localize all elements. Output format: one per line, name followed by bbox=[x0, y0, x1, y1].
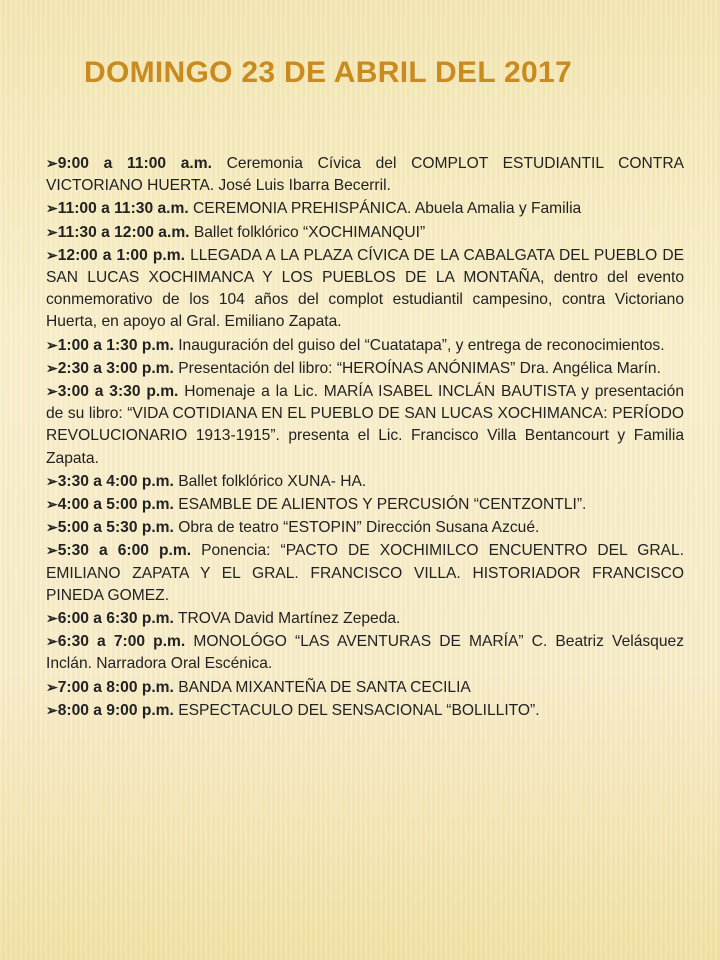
arrow-bullet-icon: ➢ bbox=[46, 519, 58, 536]
schedule-item bbox=[46, 221, 684, 244]
arrow-bullet-icon: ➢ bbox=[46, 542, 58, 559]
event-time: 6:30 a 7:00 p.m. bbox=[57, 633, 186, 651]
event-description: Ponencia: “PACTO DE XOCHIMILCO ENCUENTRO DEL GRAL. EMILIANO ZAPATA Y EL GRAL. FRANCISCO VILLA. HISTORIADOR FRANCISCO PINEDA GOMEZ. bbox=[46, 542, 684, 604]
event-description: ESAMBLE DE ALIENTOS Y PERCUSIÓN “CENTZONTLI”. bbox=[173, 496, 587, 514]
arrow-bullet-icon: ➢ bbox=[46, 701, 58, 718]
schedule-item bbox=[46, 152, 684, 197]
arrow-bullet-icon: ➢ bbox=[46, 246, 58, 263]
event-description: TROVA David Martínez Zepeda. bbox=[173, 610, 401, 628]
schedule-item bbox=[46, 197, 684, 220]
event-description: Ballet folklórico XUNA- HA. bbox=[173, 472, 367, 490]
arrow-bullet-icon: ➢ bbox=[46, 383, 58, 400]
event-time: 4:00 a 5:00 p.m. bbox=[57, 496, 174, 514]
event-time: 11:00 a 11:30 a.m. bbox=[57, 200, 189, 218]
event-description: BANDA MIXANTEÑA DE SANTA CECILIA bbox=[173, 678, 471, 696]
arrow-bullet-icon: ➢ bbox=[46, 336, 58, 353]
arrow-bullet-icon: ➢ bbox=[46, 472, 58, 489]
arrow-bullet-icon: ➢ bbox=[46, 610, 58, 627]
event-description: MONOLÓGO “LAS AVENTURAS DE MARÍA” C. Beatriz Velásquez Inclán. Narradora Oral Escénica. bbox=[46, 633, 684, 673]
schedule-item bbox=[46, 470, 684, 493]
arrow-bullet-icon: ➢ bbox=[46, 155, 58, 171]
arrow-bullet-icon: ➢ bbox=[46, 678, 58, 695]
schedule-item bbox=[46, 699, 684, 722]
event-time: 2:30 a 3:00 p.m. bbox=[57, 359, 174, 377]
schedule-item bbox=[46, 334, 684, 357]
schedule-item bbox=[46, 630, 684, 675]
arrow-bullet-icon: ➢ bbox=[46, 359, 58, 376]
schedule-item bbox=[46, 244, 684, 334]
schedule-item bbox=[46, 380, 684, 470]
event-time: 7:00 a 8:00 p.m. bbox=[57, 678, 174, 696]
event-time: 5:00 a 5:30 p.m. bbox=[57, 519, 174, 537]
arrow-bullet-icon: ➢ bbox=[46, 633, 58, 650]
page-title: DOMINGO 23 DE ABRIL DEL 2017 bbox=[84, 56, 572, 89]
event-time: 6:00 a 6:30 p.m. bbox=[57, 610, 174, 628]
event-time: 8:00 a 9:00 p.m. bbox=[57, 701, 174, 719]
arrow-bullet-icon: ➢ bbox=[46, 200, 58, 217]
event-description: Ceremonia Cívica del COMPLOT ESTUDIANTIL CONTRA VICTORIANO HUERTA. José Luis Ibarra Becerril. bbox=[46, 155, 684, 195]
schedule-item bbox=[46, 357, 684, 380]
arrow-bullet-icon: ➢ bbox=[46, 223, 58, 240]
arrow-bullet-icon: ➢ bbox=[46, 496, 58, 513]
schedule-item bbox=[46, 539, 684, 607]
event-time: 5:30 a 6:00 p.m. bbox=[57, 542, 192, 560]
event-time: 12:00 a 1:00 p.m. bbox=[57, 246, 185, 264]
event-time: 9:00 a 11:00 a.m. bbox=[57, 155, 212, 172]
event-schedule bbox=[46, 152, 684, 722]
event-description: Obra de teatro “ESTOPIN” Dirección Susana Azcué. bbox=[173, 519, 540, 537]
event-description: ESPECTACULO DEL SENSACIONAL “BOLILLITO”. bbox=[173, 701, 540, 719]
event-description: CEREMONIA PREHISPÁNICA. Abuela Amalia y Familia bbox=[188, 200, 582, 218]
event-description: Inauguración del guiso del “Cuatatapa”, y entrega de reconocimientos. bbox=[173, 336, 665, 354]
event-description: LLEGADA A LA PLAZA CÍVICA DE LA CABALGATA DEL PUEBLO DE SAN LUCAS XOCHIMANCA Y LOS PUEBLOS DE LA MONTAÑA, dentro del evento conmemorativo de los 104 años del complot estudiantil campesino, contra Victoriano Huerta, en apoyo al Gral. Emiliano Zapata. bbox=[46, 246, 684, 331]
event-time: 11:30 a 12:00 a.m. bbox=[57, 223, 190, 241]
schedule-item bbox=[46, 676, 684, 699]
event-time: 3:30 a 4:00 p.m. bbox=[57, 472, 174, 490]
schedule-item bbox=[46, 493, 684, 516]
schedule-item bbox=[46, 607, 684, 630]
event-time: 3:00 a 3:30 p.m. bbox=[57, 383, 179, 401]
event-description: Ballet folklórico “XOCHIMANQUI” bbox=[189, 223, 426, 241]
event-time: 1:00 a 1:30 p.m. bbox=[57, 336, 174, 354]
schedule-item bbox=[46, 516, 684, 539]
event-description: Homenaje a la Lic. MARÍA ISABEL INCLÁN BAUTISTA y presentación de su libro: “VIDA COTIDIANA EN EL PUEBLO DE SAN LUCAS XOCHIMANCA: PERÍODO REVOLUCIONARIO 1913-1915”. presenta el Lic. Francisco Villa Bentancourt y Familia Zapata. bbox=[46, 383, 684, 467]
event-description: Presentación del libro: “HEROÍNAS ANÓNIMAS” Dra. Angélica Marín. bbox=[173, 359, 661, 377]
